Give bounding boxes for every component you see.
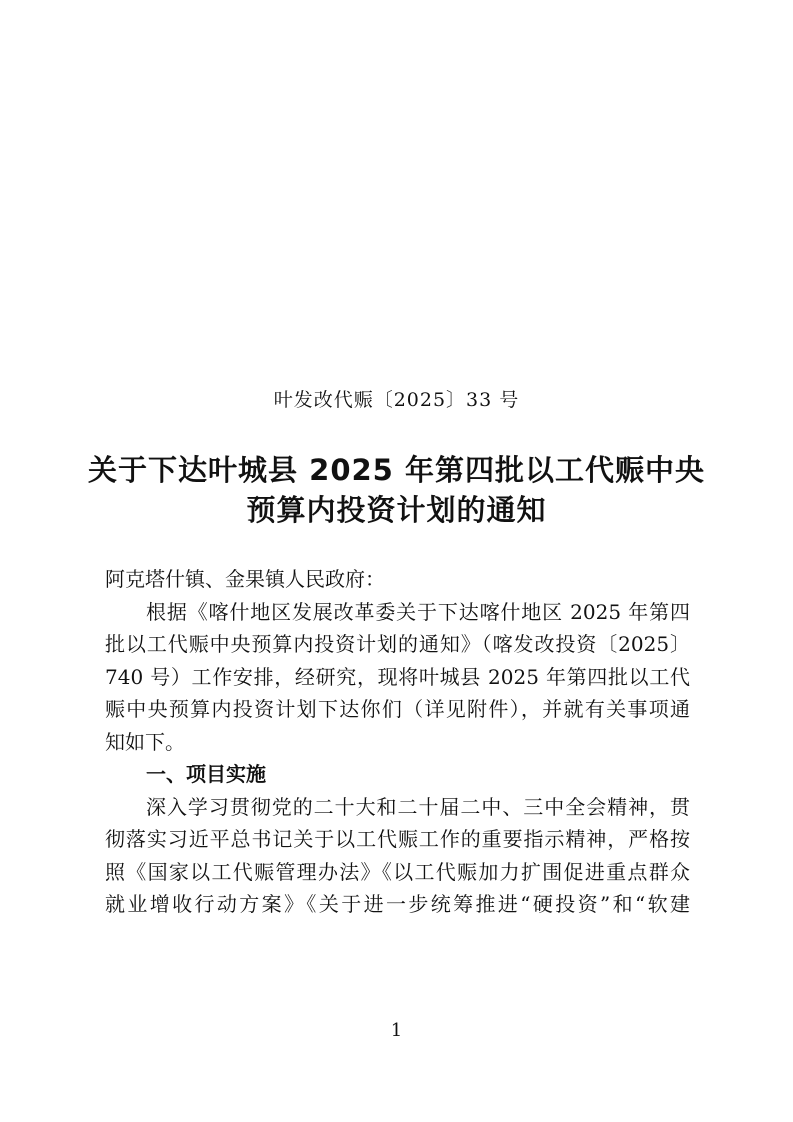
page-number: 1 [390, 1020, 403, 1041]
paragraph-line: 赈中央预算内投资计划下达你们（详见附件），并就有关事项通 [105, 697, 690, 721]
paragraph-line: 深入学习贯彻党的二十大和二十届二中、三中全会精神，贯 [146, 794, 690, 819]
paragraph-line: 照《国家以工代赈管理办法》《以工代赈加力扩围促进重点群众 [105, 859, 690, 884]
paragraph-line: 批以工代赈中央预算内投资计划的通知》（喀发改投资〔2025〕 [105, 632, 690, 656]
paragraph-line: 就业增收行动方案》《关于进一步统筹推进“硬投资”和“软建 [105, 892, 690, 916]
section-heading: 一、项目实施 [146, 762, 266, 786]
title-line: 预算内投资计划的通知 [246, 493, 547, 527]
paragraph-line: 根据《喀什地区发展改革委关于下达喀什地区 2025 年第四 [146, 599, 690, 624]
paragraph-line: 彻落实习近平总书记关于以工代赈工作的重要指示精神，严格按 [105, 827, 690, 851]
document-title [60, 450, 733, 530]
paragraph-line: 740 号）工作安排，经研究，现将叶城县 2025 年第四批以工代 [105, 664, 690, 689]
addressee: 阿克塔什镇、金果镇人民政府： [105, 567, 385, 591]
title-line: 关于下达叶城县 2025 年第四批以工代赈中央 [88, 453, 705, 487]
document-number: 叶发改代赈〔2025〕33 号 [273, 389, 520, 411]
document-body [105, 563, 690, 921]
paragraph-line: 知如下。 [105, 729, 185, 754]
